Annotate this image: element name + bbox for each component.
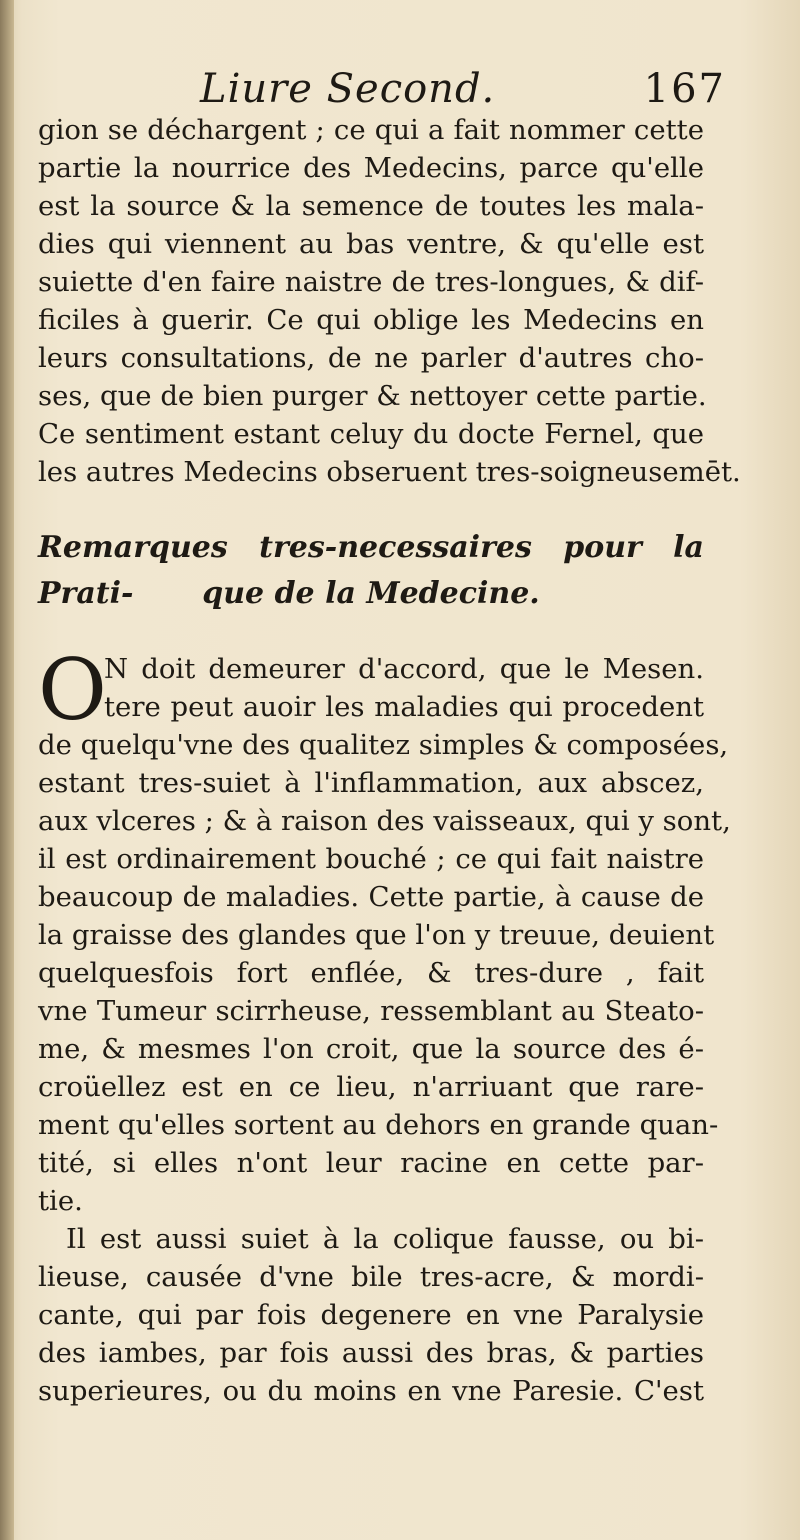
text-line: lieuse, causée d'vne bile tres-acre, & mordi- — [38, 1261, 704, 1293]
text-line: quelquesfois fort enflée, & tres-dure , fait — [38, 957, 704, 989]
paragraph-1 — [38, 111, 741, 491]
text-line: me, & mesmes l'on croit, que la source des é- — [38, 1033, 704, 1065]
page-gutter — [0, 0, 14, 1540]
drop-cap: O — [38, 641, 107, 739]
text-line: beaucoup de maladies. Cette partie, à cause de — [38, 881, 704, 913]
text-line: tere peut auoir les maladies qui procedent — [104, 691, 704, 723]
paragraph-3 — [38, 1220, 704, 1410]
text-line: Ce sentiment estant celuy du docte Fernel, que — [38, 418, 704, 450]
page-number: 167 — [643, 66, 726, 112]
text-line: des iambes, par fois aussi des bras, & parties — [38, 1337, 704, 1369]
text-line: tie. — [38, 1185, 83, 1217]
text-line: cante, qui par fois degenere en vne Paralysie — [38, 1299, 704, 1331]
text-line: aux vlceres ; & à raison des vaisseaux, qui y sont, — [38, 805, 731, 837]
text-line: partie la nourrice des Medecins, parce qu'elle — [38, 152, 704, 184]
text-line: leurs consultations, de ne parler d'autres cho- — [38, 342, 704, 374]
text-line: suiette d'en faire naistre de tres-longues, & dif- — [38, 266, 704, 298]
text-line: de quelqu'vne des qualitez simples & composées, — [38, 729, 729, 761]
text-line: est la source & la semence de toutes les mala- — [38, 190, 704, 222]
text-line: ses, que de bien purger & nettoyer cette partie. — [38, 380, 707, 412]
text-line: croüellez est en ce lieu, n'arriuant que rare- — [38, 1071, 704, 1103]
text-line: ment qu'elles sortent au dehors en grande quan- — [38, 1109, 719, 1141]
text-line: il est ordinairement bouché ; ce qui fait naistre — [38, 843, 704, 875]
text-line: tité, si elles n'ont leur racine en cette par- — [38, 1147, 704, 1179]
text-line: superieures, ou du moins en vne Paresie. C'est — [38, 1375, 704, 1407]
text-line: N doit demeurer d'accord, que le Mesen. — [104, 653, 704, 685]
paragraph-2 — [38, 641, 731, 1220]
text-line: la graisse des glandes que l'on y treuue, deuient — [38, 919, 715, 951]
text-line: les autres Medecins obseruent tres-soigneusemēt. — [38, 456, 741, 488]
section-heading — [38, 525, 704, 617]
text-line: Il est aussi suiet à la colique fausse, ou bi- — [66, 1223, 704, 1255]
text-line: vne Tumeur scirrheuse, ressemblant au Steato- — [38, 995, 704, 1027]
text-line: dies qui viennent au bas ventre, & qu'elle est — [38, 228, 704, 260]
text-line: ficiles à guerir. Ce qui oblige les Medecins en — [38, 304, 704, 336]
heading-line-2: que de la Medecine. — [202, 576, 540, 611]
heading-line-1: Remarques tres-necessaires pour la Prati- — [38, 530, 704, 611]
text-line: estant tres-suiet à l'inflammation, aux abscez, — [38, 767, 704, 799]
text-line: gion se déchargent ; ce qui a fait nommer cette — [38, 114, 704, 146]
running-title: Liure Second. — [200, 66, 496, 112]
